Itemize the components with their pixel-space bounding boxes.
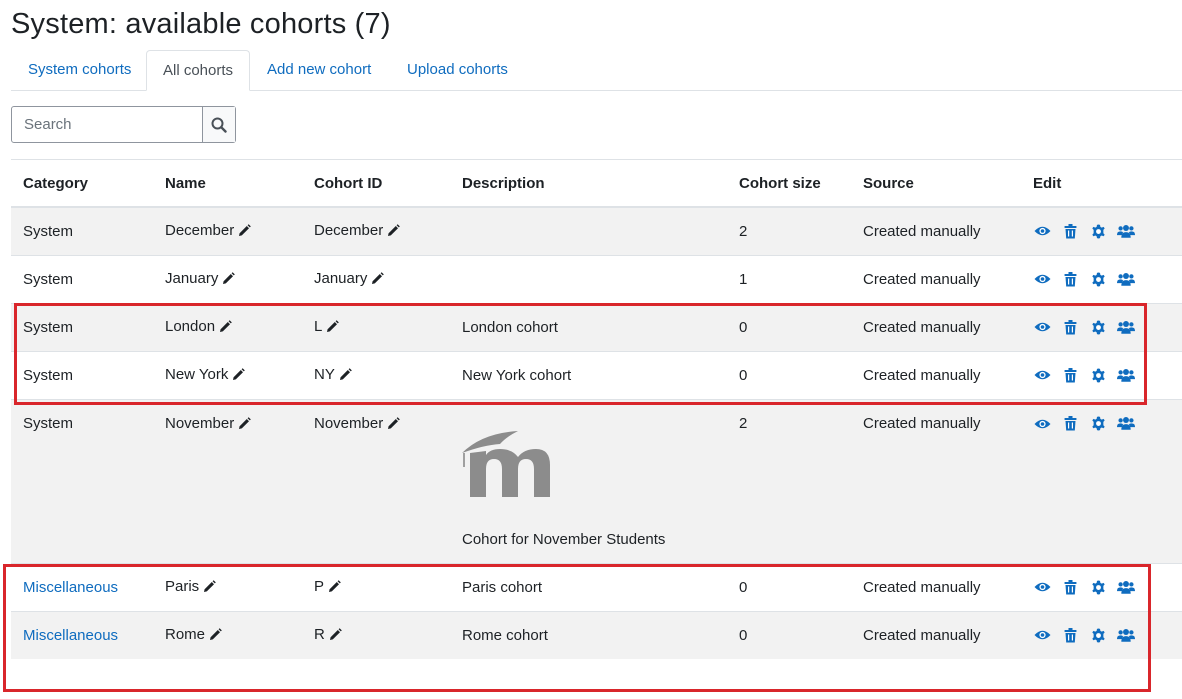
eye-icon[interactable] xyxy=(1033,318,1051,336)
gear-icon[interactable] xyxy=(1089,578,1107,596)
cell-category: System xyxy=(11,255,153,303)
cohort-name[interactable]: January xyxy=(165,269,219,287)
cell-size: 1 xyxy=(727,255,851,303)
users-icon[interactable] xyxy=(1117,366,1135,384)
cell-category xyxy=(11,563,153,611)
page-title: System: available cohorts (7) xyxy=(11,8,391,40)
cell-name xyxy=(153,255,302,303)
pencil-icon[interactable] xyxy=(328,580,341,597)
cohort-name[interactable]: New York xyxy=(165,365,229,383)
cell-cohort-id xyxy=(302,611,450,659)
cell-cohort-id xyxy=(302,351,450,399)
cell-cohort-id xyxy=(302,207,450,255)
trash-icon[interactable] xyxy=(1061,366,1079,384)
cell-description xyxy=(450,207,727,255)
pencil-icon[interactable] xyxy=(219,320,232,337)
table-header-row xyxy=(11,160,1182,207)
cell-cohort-id xyxy=(302,303,450,351)
cohort-name[interactable]: London xyxy=(165,317,216,335)
cell-description: London cohort xyxy=(450,303,727,351)
cell-edit xyxy=(1021,563,1182,611)
cell-edit xyxy=(1021,207,1182,255)
header-source[interactable]: Source xyxy=(851,160,1021,207)
cell-source: Created manually xyxy=(851,351,1021,399)
header-description: Description xyxy=(450,160,727,207)
cell-source: Created manually xyxy=(851,399,1021,563)
cell-name xyxy=(153,207,302,255)
cell-name xyxy=(153,563,302,611)
cell-description: Rome cohort xyxy=(450,611,727,659)
table-row xyxy=(11,207,1182,255)
cell-edit xyxy=(1021,611,1182,659)
tab-bar xyxy=(11,50,1182,91)
eye-icon[interactable] xyxy=(1033,366,1051,384)
header-name[interactable]: Name xyxy=(153,160,302,207)
cell-cohort-id xyxy=(302,563,450,611)
gear-icon[interactable] xyxy=(1089,318,1107,336)
table-row xyxy=(11,611,1182,659)
cell-edit xyxy=(1021,399,1182,563)
cell-name xyxy=(153,351,302,399)
trash-icon[interactable] xyxy=(1061,415,1079,433)
cell-category: System xyxy=(11,399,153,563)
cohort-name[interactable]: Rome xyxy=(165,625,206,643)
users-icon[interactable] xyxy=(1117,318,1135,336)
cohort-id[interactable]: NY xyxy=(314,365,335,383)
cell-name xyxy=(153,303,302,351)
cell-category xyxy=(11,611,153,659)
cell-source: Created manually xyxy=(851,207,1021,255)
cell-size: 0 xyxy=(727,563,851,611)
users-icon[interactable] xyxy=(1117,626,1135,644)
tab-upload-cohorts[interactable]: Upload cohorts xyxy=(407,61,508,78)
cohort-name[interactable]: November xyxy=(165,414,235,432)
trash-icon[interactable] xyxy=(1061,222,1079,240)
header-cohort-size[interactable]: Cohort size xyxy=(727,160,851,207)
cohorts-table xyxy=(11,160,1182,659)
cell-category: System xyxy=(11,351,153,399)
table-row xyxy=(11,255,1182,303)
cell-description: Paris cohort xyxy=(450,563,727,611)
cohort-id[interactable]: November xyxy=(314,414,384,432)
gear-icon[interactable] xyxy=(1089,626,1107,644)
cell-size: 0 xyxy=(727,303,851,351)
search-icon xyxy=(211,117,227,133)
cell-source: Created manually xyxy=(851,611,1021,659)
eye-icon[interactable] xyxy=(1033,415,1051,433)
cell-cohort-id xyxy=(302,399,450,563)
pencil-icon[interactable] xyxy=(371,272,384,289)
pencil-icon[interactable] xyxy=(339,368,352,385)
eye-icon[interactable] xyxy=(1033,626,1051,644)
pencil-icon[interactable] xyxy=(203,580,216,597)
header-cohort-id[interactable]: Cohort ID xyxy=(302,160,450,207)
cohort-id[interactable]: December xyxy=(314,221,384,239)
cell-edit xyxy=(1021,351,1182,399)
table-row xyxy=(11,563,1182,611)
gear-icon[interactable] xyxy=(1089,270,1107,288)
pencil-icon[interactable] xyxy=(326,320,339,337)
pencil-icon[interactable] xyxy=(209,628,222,645)
cell-category: System xyxy=(11,207,153,255)
cohort-id[interactable]: L xyxy=(314,317,323,335)
pencil-icon[interactable] xyxy=(232,368,245,385)
cell-source: Created manually xyxy=(851,303,1021,351)
cell-source: Created manually xyxy=(851,563,1021,611)
cell-size: 2 xyxy=(727,399,851,563)
cell-size: 2 xyxy=(727,207,851,255)
table-row xyxy=(11,399,1182,563)
trash-icon[interactable] xyxy=(1061,270,1079,288)
table-row xyxy=(11,303,1182,351)
description-text: Cohort for November Students xyxy=(462,530,666,548)
pencil-icon[interactable] xyxy=(387,224,400,241)
tab-add-new-cohort[interactable]: Add new cohort xyxy=(267,61,372,78)
cohort-id[interactable]: January xyxy=(314,269,368,287)
cell-description xyxy=(450,255,727,303)
tab-system-cohorts[interactable]: System cohorts xyxy=(28,61,132,78)
cell-category: System xyxy=(11,303,153,351)
pencil-icon[interactable] xyxy=(329,628,342,645)
cohort-name[interactable]: December xyxy=(165,221,235,239)
cell-edit xyxy=(1021,255,1182,303)
header-category[interactable]: Category xyxy=(11,160,153,207)
pencil-icon[interactable] xyxy=(387,417,400,434)
cell-size: 0 xyxy=(727,351,851,399)
pencil-icon[interactable] xyxy=(238,224,251,241)
pencil-icon[interactable] xyxy=(238,417,251,434)
search-button[interactable] xyxy=(202,107,235,142)
eye-icon[interactable] xyxy=(1033,270,1051,288)
cell-description xyxy=(450,399,727,563)
eye-icon[interactable] xyxy=(1033,222,1051,240)
gear-icon[interactable] xyxy=(1089,415,1107,433)
gear-icon[interactable] xyxy=(1089,222,1107,240)
cell-cohort-id xyxy=(302,255,450,303)
users-icon[interactable] xyxy=(1117,270,1135,288)
cell-name xyxy=(153,399,302,563)
users-icon[interactable] xyxy=(1117,578,1135,596)
cohort-id[interactable]: R xyxy=(314,625,325,643)
tab-all-cohorts[interactable]: All cohorts xyxy=(146,50,250,91)
cell-description: New York cohort xyxy=(450,351,727,399)
cell-size: 0 xyxy=(727,611,851,659)
pencil-icon[interactable] xyxy=(222,272,235,289)
cohort-name[interactable]: Paris xyxy=(165,577,200,595)
trash-icon[interactable] xyxy=(1061,626,1079,644)
search-input[interactable] xyxy=(12,107,202,142)
cell-edit xyxy=(1021,303,1182,351)
cohort-id[interactable]: P xyxy=(314,577,325,595)
moodle-logo xyxy=(462,429,715,503)
cell-source: Created manually xyxy=(851,255,1021,303)
table-row xyxy=(11,351,1182,399)
users-icon[interactable] xyxy=(1117,222,1135,240)
category-link[interactable]: Miscellaneous xyxy=(23,626,119,644)
header-edit: Edit xyxy=(1021,160,1182,207)
cell-name xyxy=(153,611,302,659)
users-icon[interactable] xyxy=(1117,415,1135,433)
category-link[interactable]: Miscellaneous xyxy=(23,578,119,596)
gear-icon[interactable] xyxy=(1089,366,1107,384)
eye-icon[interactable] xyxy=(1033,578,1051,596)
trash-icon[interactable] xyxy=(1061,318,1079,336)
trash-icon[interactable] xyxy=(1061,578,1079,596)
search-box xyxy=(11,106,236,143)
